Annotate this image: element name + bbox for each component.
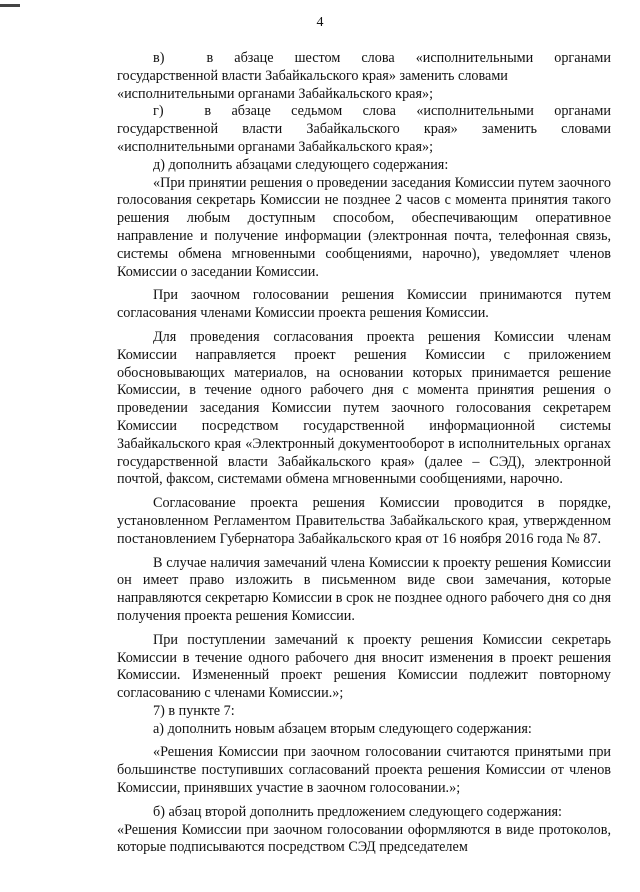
paragraph: государственной власти Забайкальского края» заменить словами bbox=[117, 67, 508, 84]
paragraph: «Решения Комиссии при заочном голосовании оформляются в виде протоколов, которые подписываются посредством СЭД председателем bbox=[117, 821, 611, 856]
paragraph: «исполнительными органами Забайкальского края»; bbox=[117, 138, 434, 155]
paragraph: г) в абзаце седьмом слова «исполнительными органами bbox=[153, 103, 611, 120]
paragraph: В случае наличия замечаний члена Комиссии к проекту решения Комиссии он имеет право изложить в письменном виде свои замечания, которые направляются секретарю Комиссии в срок не позднее одного рабочего дня со дня получения проекта решения Комиссии. bbox=[117, 554, 611, 624]
paragraph: д) дополнить абзацами следующего содержания: bbox=[153, 156, 449, 173]
scan-edge-mark bbox=[0, 4, 20, 7]
paragraph: «При принятии решения о проведении заседания Комиссии путем заочного голосования секретарь Комиссии не позднее 2 часов с момента принятия такого решения любым доступным способом, обеспечивающим оперативное направление и получение информации (электронная почта, телефонная связь, системы обмена мгновенными сообщениями, нарочно), уведомляет членов Комиссии о заседании Комиссии. bbox=[117, 174, 611, 280]
paragraph: Согласование проекта решения Комиссии проводится в порядке, установленном Регламентом Правительства Забайкальского края, утвержденном постановлением Губернатора Забайкальского края от 16 ноября 2016 года № 87. bbox=[117, 495, 611, 547]
paragraph: а) дополнить новым абзацем вторым следующего содержания: bbox=[153, 720, 532, 737]
paragraph: государственной власти Забайкальского края» заменить словами bbox=[117, 121, 611, 138]
paragraph: 7) в пункте 7: bbox=[153, 702, 235, 719]
page-number: 4 bbox=[316, 15, 324, 30]
paragraph: «исполнительными органами Забайкальского края»; bbox=[117, 85, 434, 102]
paragraph: Для проведения согласования проекта решения Комиссии членам Комиссии направляется проект решения Комиссии с приложением обосновывающих материалов, на основании которых принимается решение Комиссии, в течение одного рабочего дня с момента принятия решения о проведении заседания Комиссии путем заочного голосования секретарем Комиссии посредством государственной информационной системы Забайкальского края «Электронный документооборот в исполнительных органах государственной власти Забайкальского края» (далее – СЭД), электронной почтой, факсом, системами обмена мгновенными сообщениями, нарочно. bbox=[117, 328, 611, 488]
paragraph: При заочном голосовании решения Комиссии принимаются путем согласования членами Комиссии проекта решения Комиссии. bbox=[117, 287, 611, 322]
paragraph: в) в абзаце шестом слова «исполнительными органами bbox=[153, 50, 611, 66]
paragraph: б) абзац второй дополнить предложением следующего содержания: bbox=[153, 803, 562, 820]
paragraph: При поступлении замечаний к проекту решения Комиссии секретарь Комиссии в течение одного рабочего дня вносит изменения в проект решения Комиссии. Измененный проект решения Комиссии подлежит повторному согласованию с членами Комиссии.»; bbox=[117, 631, 611, 702]
document-body bbox=[117, 50, 611, 857]
paragraph: «Решения Комиссии при заочном голосовании считаются принятыми при большинстве поступивших согласований проекта решения Комиссии от членов Комиссии, принявших участие в заочном голосовании.»; bbox=[117, 744, 611, 797]
